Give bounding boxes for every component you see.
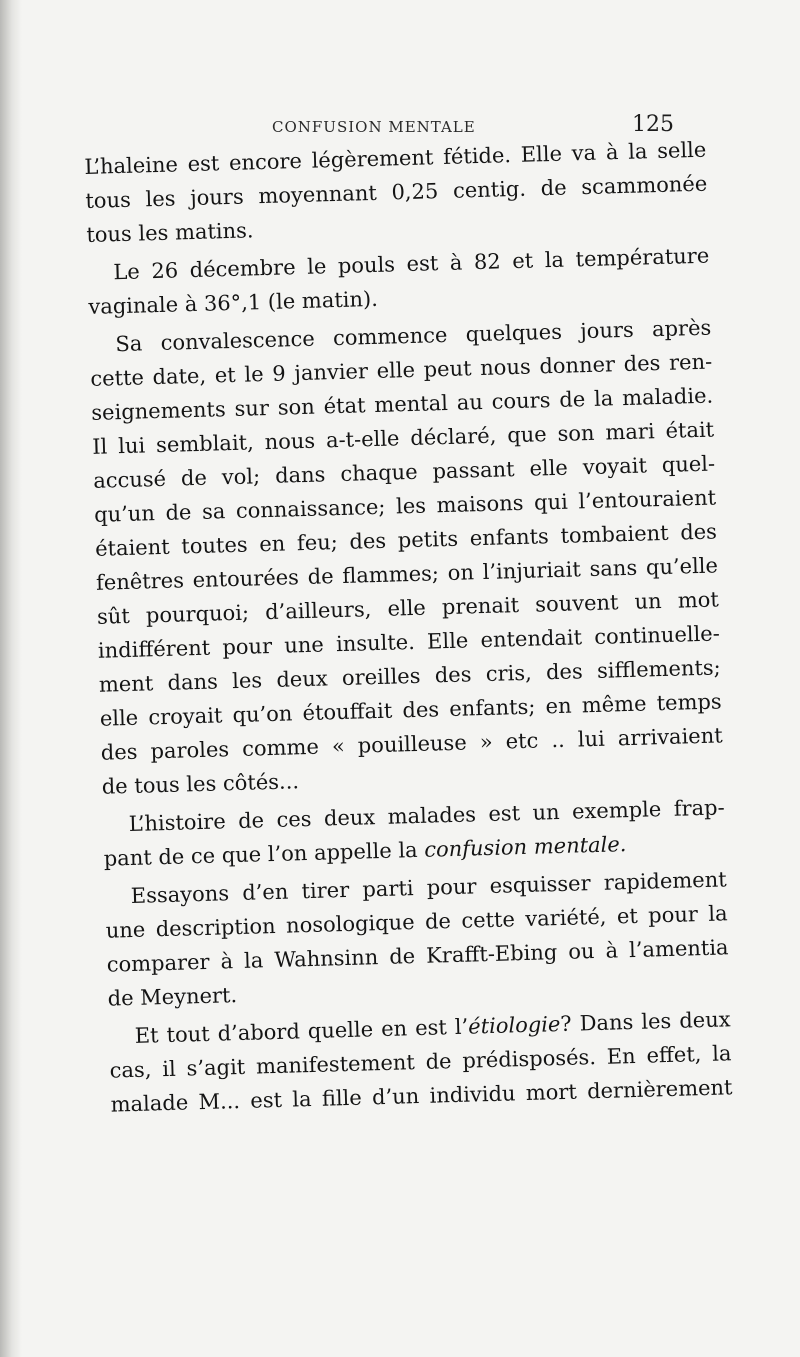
text-line-content: étaient toutes en feu; des petits enfants tombaient des (94, 519, 718, 561)
binding-gutter-shadow (0, 0, 22, 1357)
page-number: 125 (632, 112, 674, 137)
text-line-content: des paroles comme « pouilleuse » etc .. lui arrivaient (100, 723, 723, 765)
text-line-content: Essayons d’en tirer parti pour esquisser rapidement (130, 867, 727, 908)
italic-term: étiologie (467, 1012, 561, 1039)
text-line-content: ment dans les deux oreilles des cris, des sifflements; (98, 655, 722, 697)
text-line-content: sût pourquoi; d’ailleurs, elle prenait souvent un mot (96, 587, 720, 629)
text-line-content: cette date, et le 9 janvier elle peut nous donner des ren- (90, 349, 713, 391)
text-line-tail: ? Dans les deux (560, 1007, 731, 1037)
text-line-content: tous les jours moyennant 0,25 centig. de scammonée (85, 171, 708, 213)
text-line-content: Sa convalescence commence quelques jours après (115, 315, 712, 357)
text-line-content: qu’un de sa connaissance; les maisons qui l’entouraient (93, 485, 717, 527)
text-line-content: de tous les côtés... (101, 769, 300, 799)
text-line-content: Il lui semblait, nous a-t-elle déclaré, que son mari était (91, 417, 715, 459)
text-line-content: de Meynert. (107, 983, 238, 1011)
text-line-content: tous les matins. (86, 218, 254, 247)
text-line-content: L’haleine est encore légèrement fétide. Elle va à la selle (84, 137, 707, 179)
text-line-content: accusé de vol; dans chaque passant elle voyait quel- (92, 451, 716, 493)
text-line-content: L’histoire de ces deux malades est un exemple frap- (128, 795, 725, 837)
text-line-content: comparer à la Wahnsinn de Krafft-Ebing ou à l’amentia (106, 935, 729, 977)
text-line-content: indifférent pour une insulte. Elle entendait continuelle- (97, 621, 721, 663)
text-line-content: seignements sur son état mental au cours de la maladie. (91, 383, 714, 425)
text-line-content: pant de ce que l’on appelle la (103, 837, 425, 871)
text-line-content: cas, il s’agit manifestement de prédisposés. En effet, la (109, 1041, 732, 1083)
text-line-content: elle croyait qu’on étouffait des enfants; en même temps (99, 689, 722, 731)
text-line-content: une description nosologique de cette variété, et pour la (105, 901, 728, 943)
running-title: CONFUSION MENTALE (272, 118, 476, 136)
text-line-content: Le 26 décembre le pouls est à 82 et la température (113, 243, 710, 285)
text-line-content: malade M... est la fille d’un individu mort dernièrement (110, 1075, 733, 1117)
text-line-content: Et tout d’abord quelle en est l’ (134, 1014, 469, 1048)
text-line-content: vaginale à 36°,1 (le matin). (88, 286, 379, 319)
text-line-content: fenêtres entourées de flammes; on l’injuriait sans qu’elle (95, 553, 719, 595)
italic-term: confusion mentale. (423, 832, 627, 862)
